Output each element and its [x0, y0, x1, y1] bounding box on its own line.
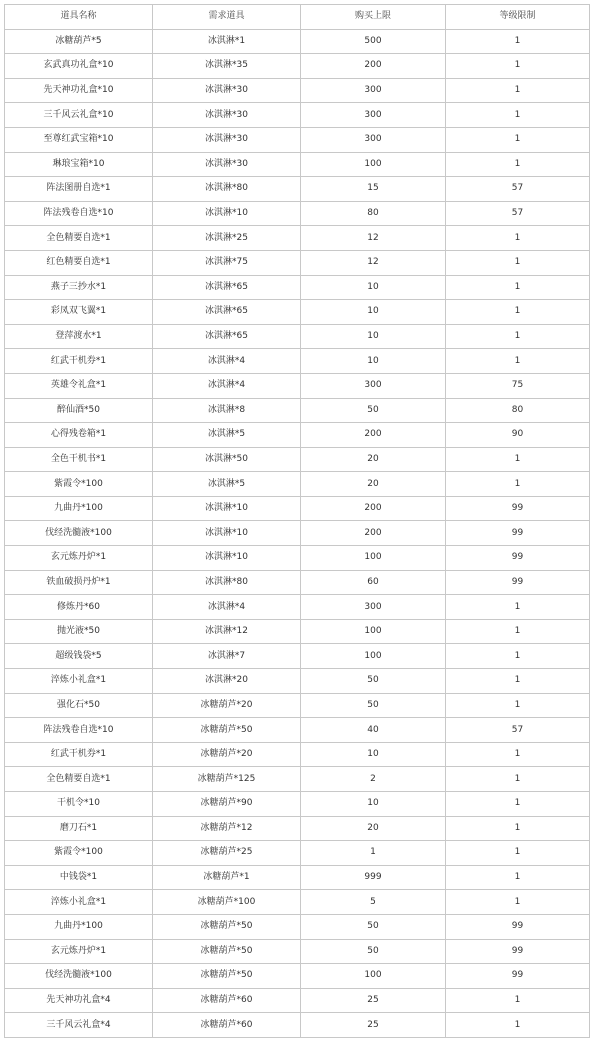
cell-item-name: 冰糖葫芦*5	[5, 29, 153, 54]
cell-level-limit: 99	[446, 570, 590, 595]
header-required-item: 需求道具	[153, 5, 301, 30]
cell-item-name: 三千风云礼盒*4	[5, 1013, 153, 1038]
cell-level-limit: 1	[446, 742, 590, 767]
cell-purchase-limit: 5	[301, 890, 446, 915]
cell-required-item: 冰糖葫芦*50	[153, 939, 301, 964]
cell-purchase-limit: 50	[301, 939, 446, 964]
cell-purchase-limit: 25	[301, 988, 446, 1013]
cell-required-item: 冰淇淋*8	[153, 398, 301, 423]
cell-item-name: 心得残卷箱*1	[5, 423, 153, 448]
cell-item-name: 阵法残卷自选*10	[5, 718, 153, 743]
table-row	[5, 841, 590, 866]
cell-level-limit: 1	[446, 300, 590, 325]
table-row	[5, 447, 590, 472]
cell-required-item: 冰淇淋*30	[153, 152, 301, 177]
table-row	[5, 275, 590, 300]
table-row	[5, 423, 590, 448]
cell-item-name: 全色精要自选*1	[5, 226, 153, 251]
cell-purchase-limit: 80	[301, 201, 446, 226]
cell-purchase-limit: 10	[301, 792, 446, 817]
cell-required-item: 冰淇淋*12	[153, 619, 301, 644]
cell-required-item: 冰淇淋*5	[153, 472, 301, 497]
cell-required-item: 冰糖葫芦*20	[153, 742, 301, 767]
cell-item-name: 燕子三抄水*1	[5, 275, 153, 300]
cell-required-item: 冰糖葫芦*20	[153, 693, 301, 718]
cell-item-name: 伐经洗髓液*100	[5, 521, 153, 546]
table-row	[5, 472, 590, 497]
cell-required-item: 冰淇淋*30	[153, 127, 301, 152]
cell-item-name: 彩凤双飞翼*1	[5, 300, 153, 325]
cell-purchase-limit: 10	[301, 349, 446, 374]
cell-level-limit: 99	[446, 914, 590, 939]
cell-level-limit: 1	[446, 152, 590, 177]
cell-required-item: 冰淇淋*30	[153, 78, 301, 103]
cell-purchase-limit: 2	[301, 767, 446, 792]
cell-level-limit: 1	[446, 644, 590, 669]
cell-level-limit: 1	[446, 472, 590, 497]
cell-purchase-limit: 300	[301, 373, 446, 398]
shop-table-container	[4, 4, 589, 1038]
cell-item-name: 三千风云礼盒*10	[5, 103, 153, 128]
table-row	[5, 103, 590, 128]
cell-required-item: 冰淇淋*30	[153, 103, 301, 128]
cell-required-item: 冰淇淋*65	[153, 300, 301, 325]
cell-purchase-limit: 12	[301, 250, 446, 275]
cell-purchase-limit: 10	[301, 324, 446, 349]
cell-required-item: 冰淇淋*80	[153, 177, 301, 202]
cell-required-item: 冰淇淋*4	[153, 373, 301, 398]
cell-required-item: 冰淇淋*20	[153, 669, 301, 694]
cell-level-limit: 1	[446, 78, 590, 103]
cell-item-name: 玄武真功礼盒*10	[5, 54, 153, 79]
cell-item-name: 红武干机券*1	[5, 742, 153, 767]
cell-purchase-limit: 200	[301, 496, 446, 521]
cell-required-item: 冰糖葫芦*50	[153, 718, 301, 743]
cell-purchase-limit: 100	[301, 152, 446, 177]
table-row	[5, 324, 590, 349]
cell-item-name: 红色精要自选*1	[5, 250, 153, 275]
cell-level-limit: 57	[446, 177, 590, 202]
cell-level-limit: 99	[446, 521, 590, 546]
cell-required-item: 冰糖葫芦*50	[153, 914, 301, 939]
cell-item-name: 九曲丹*100	[5, 496, 153, 521]
cell-item-name: 中钱袋*1	[5, 865, 153, 890]
table-row	[5, 201, 590, 226]
table-row	[5, 300, 590, 325]
cell-item-name: 伐经洗髓液*100	[5, 964, 153, 989]
cell-purchase-limit: 200	[301, 54, 446, 79]
table-row	[5, 226, 590, 251]
cell-level-limit: 75	[446, 373, 590, 398]
cell-level-limit: 99	[446, 546, 590, 571]
table-row	[5, 78, 590, 103]
cell-required-item: 冰淇淋*4	[153, 595, 301, 620]
cell-required-item: 冰淇淋*1	[153, 29, 301, 54]
cell-item-name: 九曲丹*100	[5, 914, 153, 939]
cell-purchase-limit: 50	[301, 669, 446, 694]
table-row	[5, 570, 590, 595]
table-row	[5, 521, 590, 546]
cell-level-limit: 99	[446, 496, 590, 521]
cell-item-name: 登萍渡水*1	[5, 324, 153, 349]
cell-purchase-limit: 40	[301, 718, 446, 743]
cell-item-name: 至尊红武宝箱*10	[5, 127, 153, 152]
cell-item-name: 英雄令礼盒*1	[5, 373, 153, 398]
cell-purchase-limit: 25	[301, 1013, 446, 1038]
cell-item-name: 抛光液*50	[5, 619, 153, 644]
cell-level-limit: 57	[446, 201, 590, 226]
table-row	[5, 349, 590, 374]
cell-level-limit: 1	[446, 103, 590, 128]
cell-purchase-limit: 50	[301, 398, 446, 423]
cell-purchase-limit: 20	[301, 816, 446, 841]
cell-item-name: 先天神功礼盒*10	[5, 78, 153, 103]
cell-level-limit: 1	[446, 54, 590, 79]
cell-purchase-limit: 100	[301, 964, 446, 989]
cell-item-name: 琳琅宝箱*10	[5, 152, 153, 177]
cell-required-item: 冰糖葫芦*100	[153, 890, 301, 915]
cell-purchase-limit: 200	[301, 423, 446, 448]
cell-required-item: 冰淇淋*10	[153, 201, 301, 226]
table-row	[5, 742, 590, 767]
table-row	[5, 792, 590, 817]
cell-item-name: 阵法残卷自选*10	[5, 201, 153, 226]
cell-level-limit: 1	[446, 767, 590, 792]
table-row	[5, 250, 590, 275]
cell-item-name: 醉仙酒*50	[5, 398, 153, 423]
cell-level-limit: 1	[446, 865, 590, 890]
cell-purchase-limit: 10	[301, 742, 446, 767]
table-row	[5, 398, 590, 423]
cell-required-item: 冰淇淋*50	[153, 447, 301, 472]
table-row	[5, 595, 590, 620]
table-row	[5, 890, 590, 915]
cell-item-name: 淬炼小礼盒*1	[5, 890, 153, 915]
table-row	[5, 644, 590, 669]
header-purchase-limit: 购买上限	[301, 5, 446, 30]
table-row	[5, 988, 590, 1013]
cell-level-limit: 1	[446, 226, 590, 251]
cell-level-limit: 1	[446, 693, 590, 718]
table-row	[5, 718, 590, 743]
table-row	[5, 1013, 590, 1038]
cell-level-limit: 1	[446, 349, 590, 374]
table-row	[5, 152, 590, 177]
cell-purchase-limit: 300	[301, 103, 446, 128]
header-level-limit: 等级限制	[446, 5, 590, 30]
cell-purchase-limit: 100	[301, 619, 446, 644]
cell-required-item: 冰淇淋*35	[153, 54, 301, 79]
cell-purchase-limit: 999	[301, 865, 446, 890]
table-row	[5, 373, 590, 398]
cell-purchase-limit: 100	[301, 546, 446, 571]
cell-level-limit: 1	[446, 324, 590, 349]
cell-purchase-limit: 60	[301, 570, 446, 595]
cell-item-name: 全色干机书*1	[5, 447, 153, 472]
table-row	[5, 865, 590, 890]
cell-required-item: 冰糖葫芦*60	[153, 988, 301, 1013]
cell-required-item: 冰糖葫芦*1	[153, 865, 301, 890]
cell-purchase-limit: 10	[301, 300, 446, 325]
cell-purchase-limit: 10	[301, 275, 446, 300]
cell-item-name: 强化石*50	[5, 693, 153, 718]
table-row	[5, 29, 590, 54]
cell-level-limit: 1	[446, 669, 590, 694]
cell-item-name: 红武干机券*1	[5, 349, 153, 374]
cell-level-limit: 90	[446, 423, 590, 448]
cell-item-name: 铁血破损丹炉*1	[5, 570, 153, 595]
cell-item-name: 淬炼小礼盒*1	[5, 669, 153, 694]
cell-purchase-limit: 50	[301, 693, 446, 718]
table-row	[5, 964, 590, 989]
cell-required-item: 冰淇淋*10	[153, 546, 301, 571]
cell-item-name: 玄元炼丹炉*1	[5, 546, 153, 571]
cell-required-item: 冰淇淋*10	[153, 521, 301, 546]
cell-item-name: 先天神功礼盒*4	[5, 988, 153, 1013]
cell-required-item: 冰糖葫芦*50	[153, 964, 301, 989]
cell-required-item: 冰淇淋*65	[153, 275, 301, 300]
cell-level-limit: 1	[446, 988, 590, 1013]
cell-level-limit: 1	[446, 816, 590, 841]
cell-purchase-limit: 200	[301, 521, 446, 546]
table-row	[5, 914, 590, 939]
cell-purchase-limit: 12	[301, 226, 446, 251]
cell-item-name: 玄元炼丹炉*1	[5, 939, 153, 964]
header-item-name: 道具名称	[5, 5, 153, 30]
cell-item-name: 超级钱袋*5	[5, 644, 153, 669]
table-row	[5, 54, 590, 79]
table-row	[5, 546, 590, 571]
cell-purchase-limit: 300	[301, 595, 446, 620]
cell-required-item: 冰淇淋*25	[153, 226, 301, 251]
cell-level-limit: 57	[446, 718, 590, 743]
table-row	[5, 177, 590, 202]
cell-level-limit: 1	[446, 890, 590, 915]
cell-required-item: 冰淇淋*10	[153, 496, 301, 521]
shop-exchange-table	[4, 4, 590, 1038]
cell-required-item: 冰糖葫芦*12	[153, 816, 301, 841]
table-row	[5, 816, 590, 841]
cell-level-limit: 99	[446, 964, 590, 989]
table-row	[5, 496, 590, 521]
cell-level-limit: 1	[446, 275, 590, 300]
cell-purchase-limit: 50	[301, 914, 446, 939]
cell-level-limit: 80	[446, 398, 590, 423]
table-row	[5, 619, 590, 644]
cell-purchase-limit: 20	[301, 472, 446, 497]
table-row	[5, 767, 590, 792]
cell-purchase-limit: 15	[301, 177, 446, 202]
cell-item-name: 紫霞令*100	[5, 841, 153, 866]
header-row	[5, 5, 590, 30]
cell-purchase-limit: 100	[301, 644, 446, 669]
cell-item-name: 紫霞令*100	[5, 472, 153, 497]
cell-purchase-limit: 300	[301, 78, 446, 103]
cell-required-item: 冰糖葫芦*125	[153, 767, 301, 792]
cell-purchase-limit: 300	[301, 127, 446, 152]
cell-required-item: 冰淇淋*7	[153, 644, 301, 669]
cell-level-limit: 1	[446, 619, 590, 644]
cell-required-item: 冰糖葫芦*60	[153, 1013, 301, 1038]
cell-level-limit: 99	[446, 939, 590, 964]
cell-item-name: 全色精要自选*1	[5, 767, 153, 792]
cell-item-name: 干机令*10	[5, 792, 153, 817]
cell-item-name: 磨刀石*1	[5, 816, 153, 841]
table-row	[5, 693, 590, 718]
cell-level-limit: 1	[446, 250, 590, 275]
table-body	[5, 29, 590, 1037]
cell-required-item: 冰淇淋*75	[153, 250, 301, 275]
cell-level-limit: 1	[446, 595, 590, 620]
cell-level-limit: 1	[446, 841, 590, 866]
cell-level-limit: 1	[446, 127, 590, 152]
cell-required-item: 冰淇淋*80	[153, 570, 301, 595]
cell-item-name: 修炼丹*60	[5, 595, 153, 620]
table-row	[5, 939, 590, 964]
cell-required-item: 冰糖葫芦*90	[153, 792, 301, 817]
cell-level-limit: 1	[446, 447, 590, 472]
table-row	[5, 669, 590, 694]
cell-required-item: 冰淇淋*65	[153, 324, 301, 349]
cell-item-name: 阵法图册自选*1	[5, 177, 153, 202]
cell-level-limit: 1	[446, 792, 590, 817]
cell-purchase-limit: 500	[301, 29, 446, 54]
table-row	[5, 127, 590, 152]
table-header	[5, 5, 590, 30]
cell-required-item: 冰糖葫芦*25	[153, 841, 301, 866]
cell-level-limit: 1	[446, 1013, 590, 1038]
cell-purchase-limit: 1	[301, 841, 446, 866]
cell-level-limit: 1	[446, 29, 590, 54]
cell-purchase-limit: 20	[301, 447, 446, 472]
cell-required-item: 冰淇淋*5	[153, 423, 301, 448]
cell-required-item: 冰淇淋*4	[153, 349, 301, 374]
